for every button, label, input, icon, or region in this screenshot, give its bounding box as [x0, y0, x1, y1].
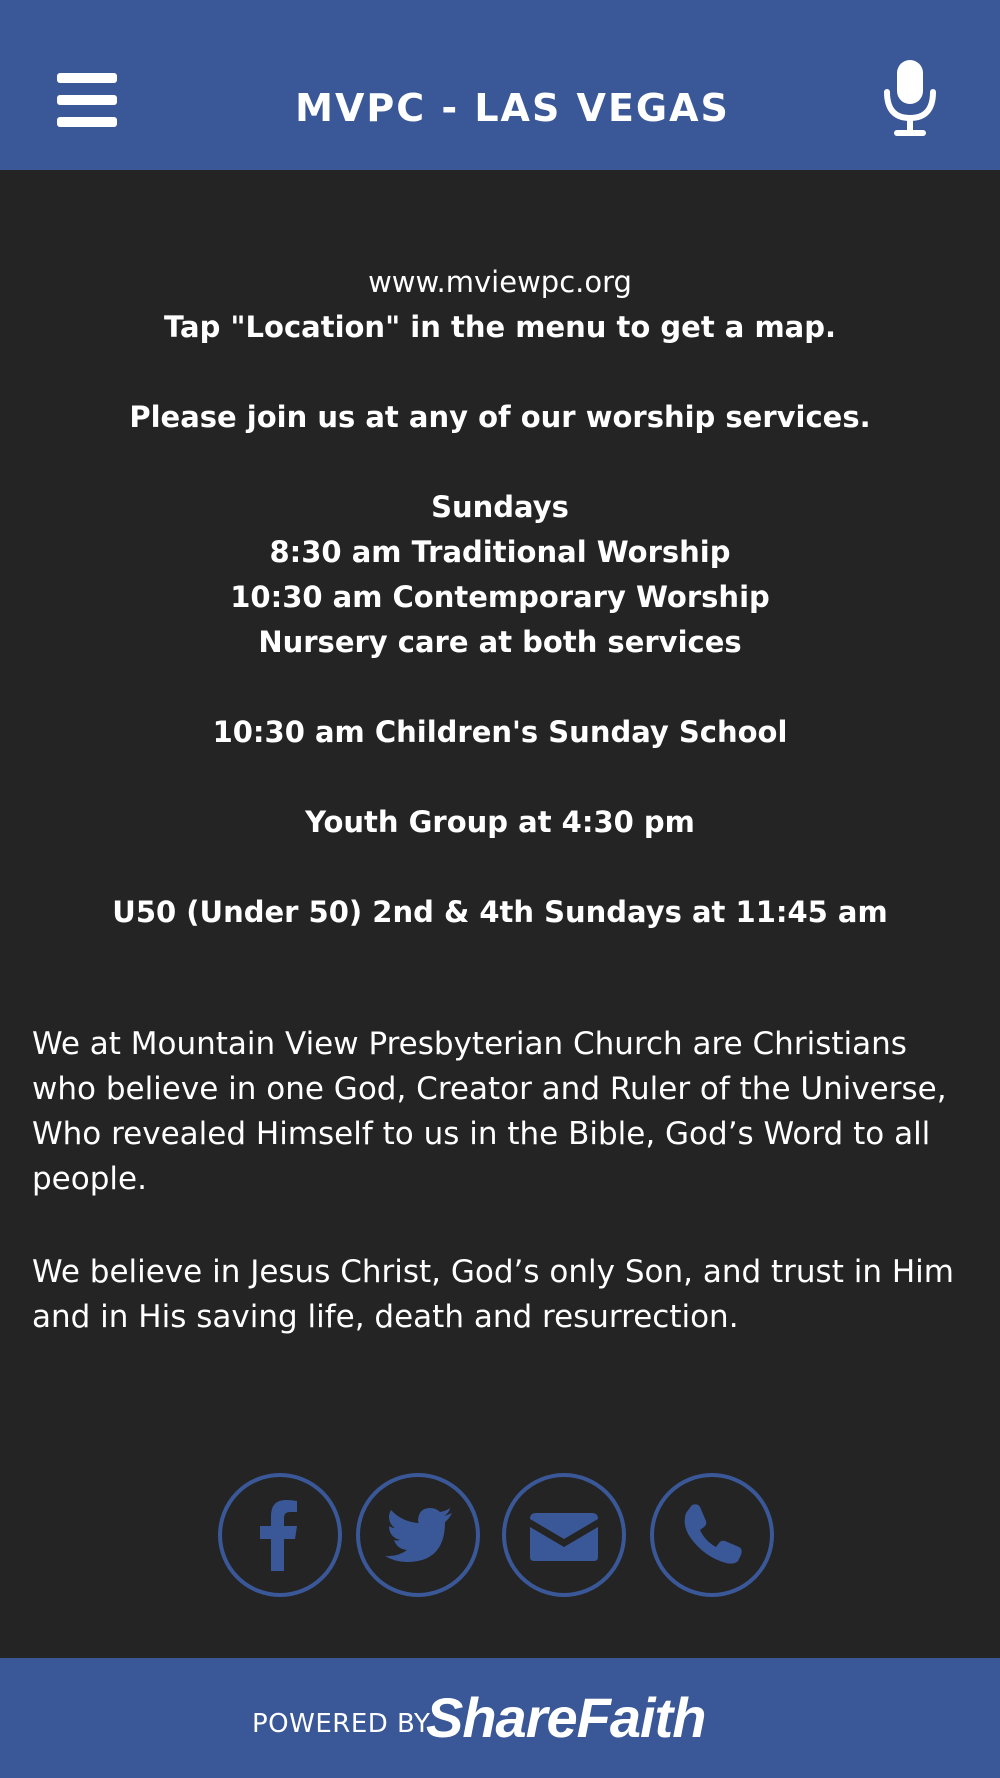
twitter-icon[interactable] [356, 1473, 480, 1597]
sunday-school: 10:30 am Children's Sunday School [212, 715, 788, 749]
about-paragraph-2: We believe in Jesus Christ, God’s only Son, and trust in Him and in His saving life, death and resurrection. [32, 1254, 954, 1335]
invite-text: Please join us at any of our worship services. [129, 400, 871, 434]
phone-icon[interactable] [650, 1473, 774, 1597]
u50-group: U50 (Under 50) 2nd & 4th Sundays at 11:45 am [112, 895, 888, 929]
map-hint: Tap "Location" in the menu to get a map. [163, 310, 837, 344]
youth-group: Youth Group at 4:30 pm [305, 805, 695, 839]
footer-bar [0, 1658, 1000, 1778]
website-link[interactable]: www.mviewpc.org [368, 265, 632, 299]
service-traditional: 8:30 am Traditional Worship [269, 535, 731, 569]
top-app-bar [0, 0, 1000, 170]
hamburger-menu-icon[interactable] [52, 70, 122, 130]
social-links [0, 1473, 1000, 1597]
email-icon[interactable] [502, 1473, 626, 1597]
service-info [0, 260, 1000, 935]
facebook-icon[interactable] [218, 1473, 342, 1597]
sharefaith-logo[interactable]: ShareFaith [426, 1686, 706, 1749]
nursery-note: Nursery care at both services [258, 625, 742, 659]
powered-by-label: POWERED BY [252, 1709, 431, 1739]
microphone-icon[interactable] [880, 58, 940, 138]
about-paragraph-1: We at Mountain View Presbyterian Church are Christians who believe in one God, Creator and Ruler of the Universe, Who revealed Himself to us in the Bible, God’s Word to all people. [32, 1026, 947, 1197]
app-title: MVPC - LAS VEGAS [295, 86, 730, 130]
service-contemporary: 10:30 am Contemporary Worship [230, 580, 770, 614]
sundays-heading: Sundays [431, 490, 569, 524]
